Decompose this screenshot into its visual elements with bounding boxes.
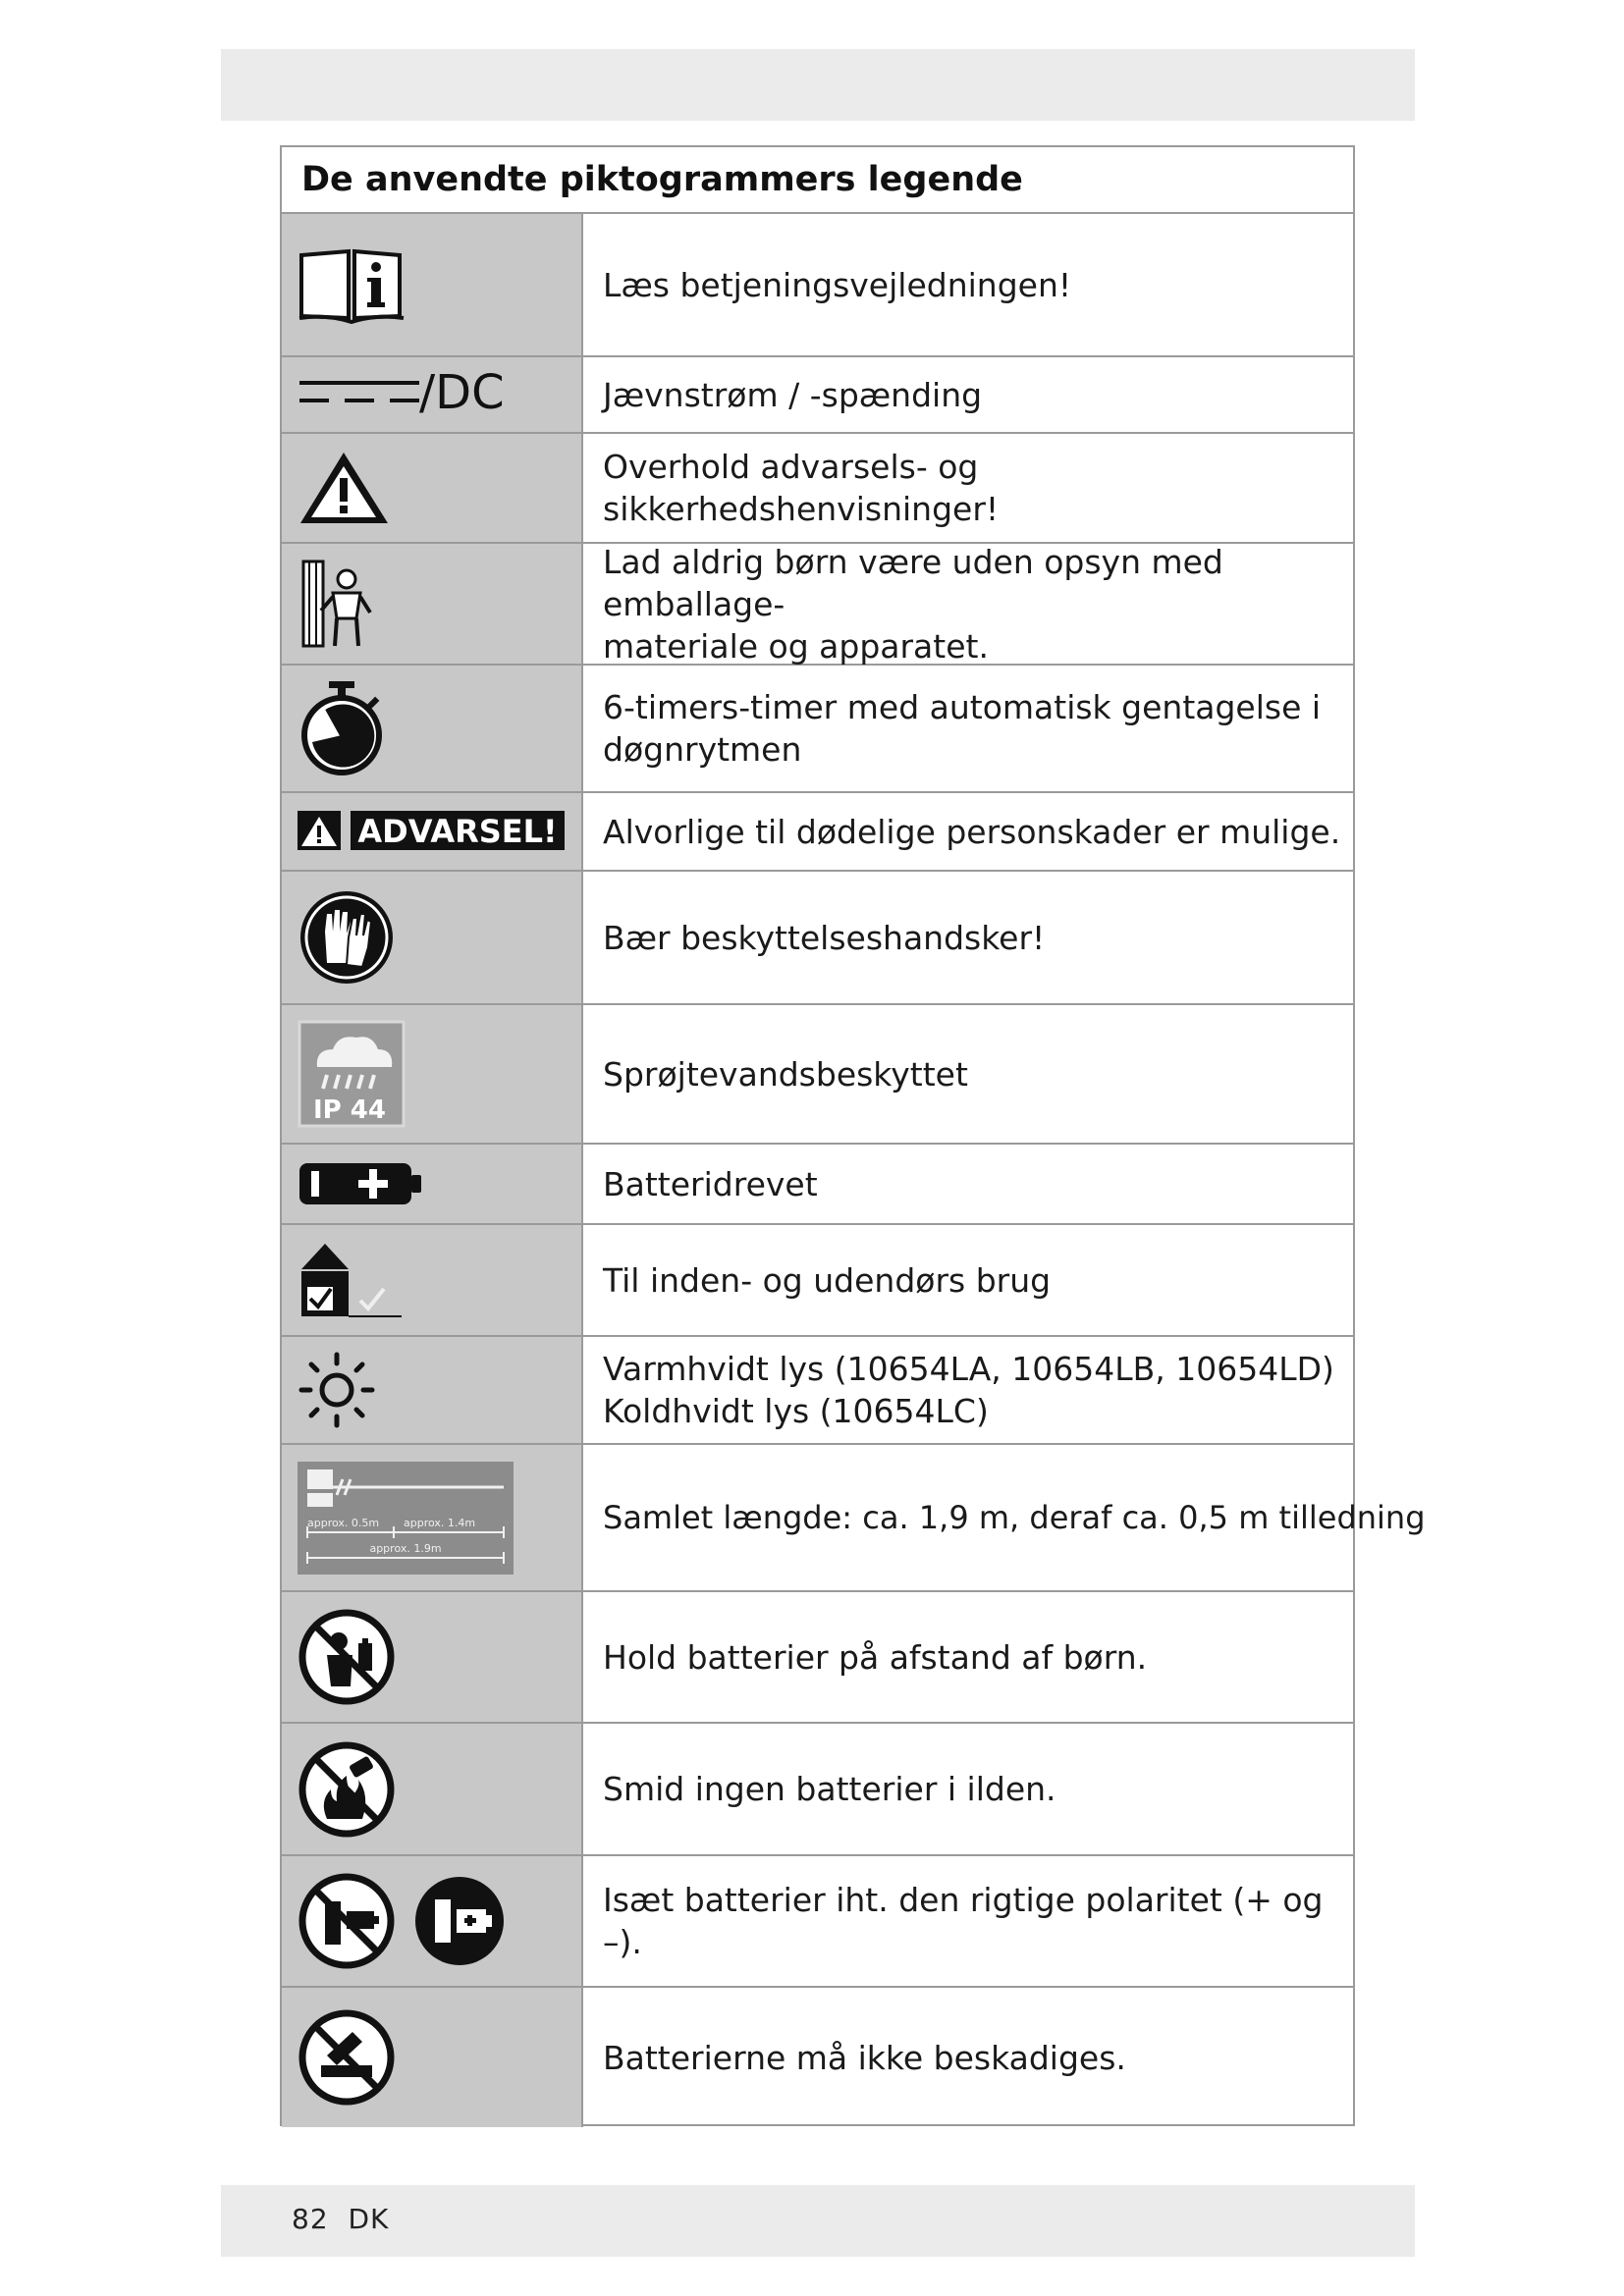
description-line: Batterierne må ikke beskadiges. [603,2038,1126,2077]
description-cell [583,214,1353,355]
symbol-cell [282,1988,583,2127]
description-cell [583,1445,1426,1590]
description-line: Læs betjeningsvejledningen! [603,265,1072,304]
description-line: Isæt batterier iht. den rigtige polaritet (+ og –). [603,1881,1324,1961]
legend-row-polarity [282,1856,1353,1988]
legend-row-light [282,1337,1353,1445]
light-sun-icon [298,1351,376,1429]
symbol-cell [282,434,583,542]
symbol-cell [282,1145,583,1223]
symbol-cell [282,872,583,1003]
description-line: Samlet længde: ca. 1,9 m, deraf ca. 0,5 m tilledning [603,1498,1426,1536]
legend-row-length [282,1445,1426,1592]
child-packaging-icon [298,558,376,651]
description-line: Koldhvidt lys (10654LC) [603,1392,989,1430]
description-line: Lad aldrig børn være uden opsyn med emballage- [603,542,1223,623]
legend-row-timer [282,666,1353,793]
symbol-cell [282,666,583,791]
legend-row-gloves [282,872,1353,1005]
length-label-supply: approx. 0.5m [307,1516,380,1529]
symbol-cell [282,1592,583,1722]
ip44-label: IP 44 [313,1095,386,1125]
legend-row-indoor-outdoor [282,1225,1353,1337]
footer-band [221,2185,1415,2257]
legend-title: De anvendte piktogrammers legende [282,147,1353,214]
description-line: Alvorlige til dødelige personskader er mulige. [603,812,1341,851]
symbol-cell [282,793,583,870]
description-cell [583,1005,1353,1143]
description-cell [583,1592,1353,1722]
description-cell [583,793,1353,870]
symbol-cell [282,1337,583,1443]
legend-row-batteries-fire [282,1724,1353,1856]
no-batteries-children-icon [298,1608,396,1706]
description-cell [583,544,1353,664]
legend-row-ip44 [282,1005,1353,1145]
symbol-cell [282,544,583,664]
description-cell [583,357,1353,432]
legend-row-batteries-damage [282,1988,1353,2127]
description-cell [583,1856,1353,1986]
warning-triangle-icon [298,449,391,527]
description-line: Til inden- og udendørs brug [603,1260,1052,1300]
description-line: Varmhvidt lys (10654LA, 10654LB, 10654LD) [603,1350,1334,1388]
legend-row-advarsel [282,793,1353,872]
description-cell [583,1724,1353,1854]
advarsel-label-text: ADVARSEL! [357,813,558,850]
pictogram-legend-table [280,145,1426,2126]
header-band [221,49,1415,121]
description-cell [583,1225,1353,1335]
description-line: materiale og apparatet. [603,626,989,666]
legend-row-manual [282,214,1353,357]
page-language: DK [348,2203,390,2235]
description-line: Sprøjtevandsbeskyttet [603,1054,968,1094]
description-line: Smid ingen batterier i ilden. [603,1770,1056,1808]
description-cell [583,872,1353,1003]
legend-row-dc [282,357,1353,434]
dc-label: /DC [419,365,505,420]
symbol-cell [282,1724,583,1854]
description-cell [583,1145,1353,1223]
description-line: døgnrytmen [603,730,802,769]
stopwatch-icon [298,679,386,777]
symbol-cell [282,1445,583,1590]
ip44-splash-icon [298,1020,406,1128]
description-cell [583,1337,1353,1443]
description-line: Overhold advarsels- og sikkerhedshenvisninger! [603,448,1000,528]
page-number [292,2203,389,2235]
no-batteries-fire-icon [298,1740,396,1839]
description-line: Batteridrevet [603,1164,818,1203]
symbol-cell [282,1856,583,1986]
protective-gloves-icon [298,888,396,987]
battery-polarity-icon [298,1872,514,1970]
length-diagram-icon [298,1462,514,1575]
description-line: Bær beskyttelseshandsker! [603,918,1046,957]
no-damage-batteries-icon [298,2008,396,2107]
length-label-lights: approx. 1.4m [404,1516,476,1529]
page-number-value: 82 [292,2203,329,2235]
direct-current-icon [298,365,523,424]
symbol-cell [282,1225,583,1335]
manual-info-icon [298,245,406,324]
legend-row-children [282,544,1353,666]
length-label-total: approx. 1.9m [369,1541,442,1555]
symbol-cell [282,357,583,432]
legend-row-batteries-children [282,1592,1353,1724]
description-cell [583,1988,1353,2127]
legend-row-battery [282,1145,1353,1225]
indoor-outdoor-icon [298,1236,406,1324]
description-cell [583,434,1353,542]
description-line: Jævnstrøm / -spænding [603,375,983,414]
symbol-cell [282,214,583,355]
legend-row-warning [282,434,1353,544]
symbol-cell [282,1005,583,1143]
description-line: 6-timers-timer med automatisk gentagelse i [603,688,1322,726]
description-line: Hold batterier på afstand af børn. [603,1637,1148,1677]
advarsel-label-icon [298,807,568,856]
description-cell [583,666,1353,791]
battery-icon [298,1159,425,1208]
